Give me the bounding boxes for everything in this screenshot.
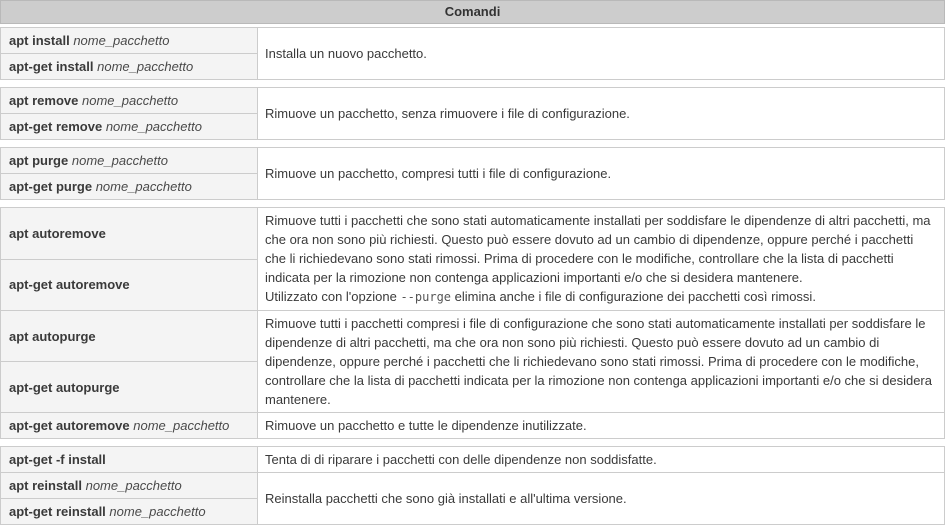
command-cell bbox=[1, 28, 258, 54]
command-text: apt-get install bbox=[9, 59, 94, 74]
command-param: nome_pacchetto bbox=[85, 478, 182, 493]
command-text: apt install bbox=[9, 33, 70, 48]
command-text: apt-get reinstall bbox=[9, 504, 106, 519]
table-row bbox=[1, 88, 945, 114]
command-group-table bbox=[0, 27, 945, 80]
command-text: apt reinstall bbox=[9, 478, 82, 493]
table-header bbox=[0, 0, 945, 24]
description-cell: Reinstalla pacchetti che sono già installati e all'ultima versione. bbox=[258, 473, 945, 525]
table-row bbox=[1, 148, 945, 174]
command-text: apt-get autoremove bbox=[9, 277, 130, 293]
command-text: apt-get purge bbox=[9, 179, 93, 194]
command-text: apt purge bbox=[9, 153, 69, 168]
table-row bbox=[1, 311, 945, 362]
description-cell: Rimuove un pacchetto, senza rimuovere i file di configurazione. bbox=[258, 88, 945, 140]
command-text: apt remove bbox=[9, 93, 79, 108]
description-cell: Tenta di di riparare i pacchetti con delle dipendenze non soddisfatte. bbox=[258, 447, 945, 473]
command-cell bbox=[1, 208, 258, 260]
command-text: apt autoremove bbox=[9, 225, 106, 241]
command-cell bbox=[1, 362, 258, 413]
table-row bbox=[1, 447, 945, 473]
command-param: nome_pacchetto bbox=[105, 119, 202, 134]
command-cell bbox=[1, 174, 258, 200]
command-text: apt-get autoremove bbox=[9, 418, 130, 433]
command-param: nome_pacchetto bbox=[73, 33, 170, 48]
command-text: apt-get -f install bbox=[9, 452, 106, 467]
description-cell: Rimuove tutti i pacchetti che sono stati automaticamente installati per soddisfare le dipendenze di altri pacchetti, ma che ora non sono più richiesti. Questo può essere dovuto ad un cambio di dipendenze, oppure perché i pacchetti che li richiedevano sono stati rimossi. Prima di procedere con le modifiche, controllare che la lista di pacchetti indicata per la rimozione non contenga applicazioni importanti e/o che si desidera mantenere. Utilizzato con l'opzione --purge elimina anche i file di configurazione dei pacchetti così rimossi. bbox=[258, 208, 945, 311]
command-param: nome_pacchetto bbox=[82, 93, 179, 108]
table-groups bbox=[0, 27, 945, 525]
command-cell bbox=[1, 114, 258, 140]
command-cell bbox=[1, 413, 258, 439]
command-param: nome_pacchetto bbox=[95, 179, 192, 194]
table-row bbox=[1, 208, 945, 260]
command-cell bbox=[1, 88, 258, 114]
table-row bbox=[1, 28, 945, 54]
command-text: apt autopurge bbox=[9, 328, 96, 344]
table-title: Comandi bbox=[444, 4, 501, 19]
command-param: nome_pacchetto bbox=[133, 418, 230, 433]
command-cell bbox=[1, 54, 258, 80]
command-param: nome_pacchetto bbox=[97, 59, 194, 74]
command-text: apt-get autopurge bbox=[9, 379, 120, 395]
command-group-table bbox=[0, 87, 945, 140]
description-cell: Rimuove un pacchetto, compresi tutti i file di configurazione. bbox=[258, 148, 945, 200]
command-param: nome_pacchetto bbox=[109, 504, 206, 519]
command-group-table bbox=[0, 446, 945, 525]
command-cell bbox=[1, 447, 258, 473]
command-cell bbox=[1, 311, 258, 362]
command-cell bbox=[1, 473, 258, 499]
command-param: nome_pacchetto bbox=[71, 153, 168, 168]
command-cell bbox=[1, 259, 258, 311]
inline-code: --purge bbox=[400, 290, 452, 304]
command-cell bbox=[1, 148, 258, 174]
command-group-table bbox=[0, 147, 945, 200]
table-row bbox=[1, 413, 945, 439]
description-cell: Installa un nuovo pacchetto. bbox=[258, 28, 945, 80]
command-cell bbox=[1, 499, 258, 525]
command-group-table bbox=[0, 207, 945, 439]
table-row bbox=[1, 473, 945, 499]
command-text: apt-get remove bbox=[9, 119, 103, 134]
description-cell: Rimuove un pacchetto e tutte le dipendenze inutilizzate. bbox=[258, 413, 945, 439]
description-cell: Rimuove tutti i pacchetti compresi i file di configurazione che sono stati automaticamente installati per soddisfare le dipendenze di altri pacchetti, ma che ora non sono più richiesti. Questo può essere dovuto ad un cambio di dipendenze, oppure perché i pacchetti che li richiedevano sono stati rimossi. Prima di procedere con le modifiche, controllare che la lista di pacchetti indicata per la rimozione non contenga applicazioni importanti e/o che si desidera mantenere. bbox=[258, 311, 945, 413]
